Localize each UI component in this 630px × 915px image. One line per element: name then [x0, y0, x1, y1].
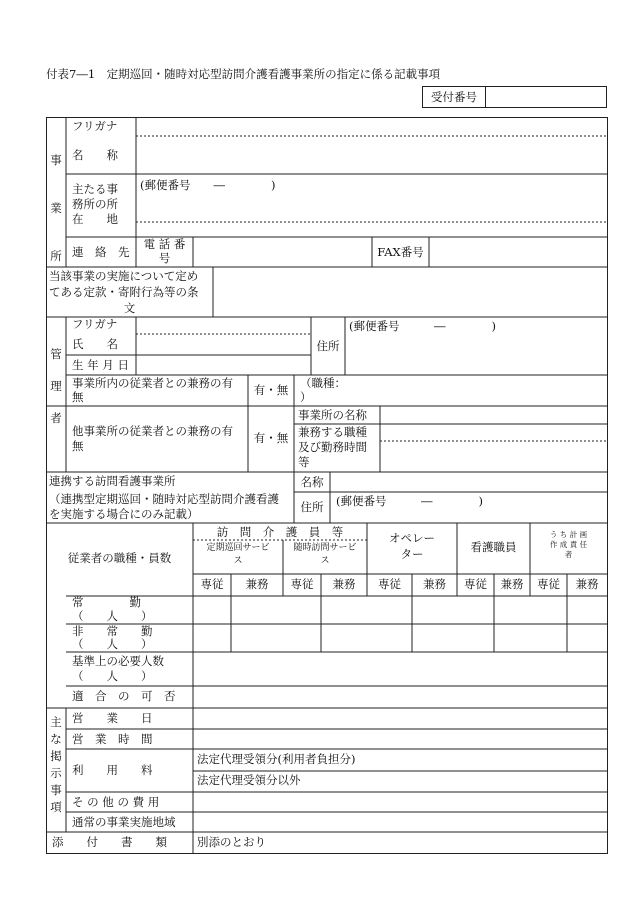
duties-label-1: 兼務する職種: [298, 425, 367, 439]
hijokin-label-1: 非 常 勤: [72, 624, 153, 638]
houmon-kaigo-label: 訪 問 介 護 員 等: [216, 525, 344, 539]
sonota-label: そ の 他 の 費 用: [72, 795, 160, 809]
tenpu-value: 別添のとおり: [197, 835, 266, 849]
tel-label-1: 電 話 番: [143, 237, 186, 251]
jigyosho-side-3: 所: [50, 249, 62, 263]
operator-label-2: ター: [400, 547, 424, 561]
teikan-label-3: 文: [123, 301, 136, 315]
fax-label: FAX番号: [377, 245, 424, 259]
jigyosho-side-1: 事: [50, 153, 62, 167]
eigyo-jikan-label: 営 業 時 間: [72, 732, 153, 746]
hijokin-label-2: （ 人 ）: [72, 637, 153, 651]
ryokin-label: 利 用 料: [72, 763, 153, 777]
jigyosho-address-label-2: 務所の所: [72, 197, 118, 211]
teikan-label-2: てある定款・寄附行為等の条: [49, 285, 199, 299]
kenmu-other-label-1: 他事業所の従業者との兼務の有: [72, 424, 233, 438]
kenmu-other-umu[interactable]: 有・無: [253, 431, 289, 445]
senju-header-1: 専従: [200, 577, 224, 591]
chiiki-label: 通常の事業実施地域: [72, 815, 176, 829]
jigyosho-side-2: 業: [50, 201, 62, 215]
renkei-name-label: 名称: [300, 475, 324, 489]
renkei-note-1: （連携型定期巡回・随時対応型訪問介護看護: [49, 492, 279, 506]
jigyosho-contact-label: 連 絡 先: [72, 245, 130, 259]
hitsuyo-label-1: 基準上の必要人数: [72, 654, 164, 668]
kanri-address-label: 住所: [316, 339, 340, 353]
renkei-address-label: 住所: [300, 500, 324, 514]
kanri-name-label: 氏 名: [72, 337, 118, 351]
section-kanri-label: 管 理 者: [50, 347, 62, 425]
kenmu-header-5: 兼務: [575, 577, 599, 591]
shokushu-label-2: ）: [300, 390, 312, 404]
kenmu-in-label-1: 事業所内の従業者との兼務の有: [72, 376, 233, 390]
kenmu-header-3: 兼務: [423, 577, 446, 591]
keikaku-label-2: 作 成 責 任: [549, 540, 588, 549]
teiki-label-2: ス: [233, 556, 243, 566]
hitsuyo-label-2: （ 人 ）: [72, 669, 153, 683]
reception-number-label: 受付番号: [423, 87, 486, 107]
jigyosho-name-label: 名 称: [72, 148, 118, 162]
section-keiji-label: 主 な 掲 示 事 項: [50, 715, 62, 814]
kanri-dob-label: 生 年 月 日: [72, 358, 129, 372]
keikaku-label-1: う ち 計 画: [549, 530, 588, 539]
duties-label-3: 等: [298, 455, 310, 469]
jigyosho-address-label-1: 主たる事: [72, 182, 118, 196]
senju-header-4: 専従: [464, 577, 487, 591]
tenpu-label: 添 付 書 類: [52, 835, 167, 849]
staff-label: 従業者の職種・員数: [67, 551, 172, 565]
keikaku-label-3: 者: [564, 550, 573, 559]
senju-header-2: 専従: [290, 577, 314, 591]
teiki-label-1: 定期巡回サービ: [206, 543, 270, 553]
zuiji-label-2: ス: [320, 556, 330, 566]
kanri-furigana-label: フリガナ: [72, 317, 118, 331]
shokushu-label-1: （職種：: [300, 376, 346, 390]
kanri-postal: (郵便番号 ― ): [349, 319, 496, 333]
jigyosho-address-label-3: 在 地: [72, 212, 118, 226]
operator-label-1: オペレー: [389, 531, 435, 545]
duties-label-2: 及び勤務時間: [298, 440, 367, 454]
section-jigyosho-label: [49, 136, 63, 280]
jigyosho-furigana-label: フリガナ: [72, 119, 118, 133]
ryokin-option-1: 法定代理受領分(利用者負担分): [197, 752, 356, 766]
kango-label: 看護職員: [470, 540, 517, 554]
kenmu-header-4: 兼務: [500, 577, 524, 591]
kenmu-header-2: 兼務: [332, 577, 356, 591]
senju-header-5: 専従: [537, 577, 560, 591]
jokin-label-1: 常 勤: [72, 595, 141, 609]
senju-header-3: 専従: [378, 577, 401, 591]
tekigo-label: 適 合 の 可 否: [72, 689, 176, 703]
other-office-name-label: 事業所の名称: [298, 408, 367, 422]
kenmu-header-1: 兼務: [245, 577, 269, 591]
document-title: 付表7―1 定期巡回・随時対応型訪問介護看護事業所の指定に係る記載事項: [46, 67, 441, 81]
renkei-postal: (郵便番号 ― ): [336, 494, 483, 508]
renkei-note-2: を実施する場合にのみ記載）: [49, 507, 199, 521]
kenmu-other-label-2: 無: [72, 439, 84, 453]
tel-label-2: 号: [158, 251, 171, 265]
teikan-label-1: 当該事業の実施について定め: [49, 269, 199, 283]
jokin-label-2: （ 人 ）: [72, 609, 153, 623]
kenmu-in-umu[interactable]: 有・無: [253, 383, 289, 397]
zuiji-label-1: 随時訪問サービ: [293, 543, 357, 553]
renkei-label: 連携する訪問看護事業所: [49, 474, 176, 488]
eigyobi-label: 営 業 日: [72, 711, 153, 725]
ryokin-option-2: 法定代理受領分以外: [197, 773, 301, 787]
kenmu-in-label-2: 無: [72, 390, 84, 404]
jigyosho-postal: (郵便番号 ― ): [140, 178, 276, 192]
